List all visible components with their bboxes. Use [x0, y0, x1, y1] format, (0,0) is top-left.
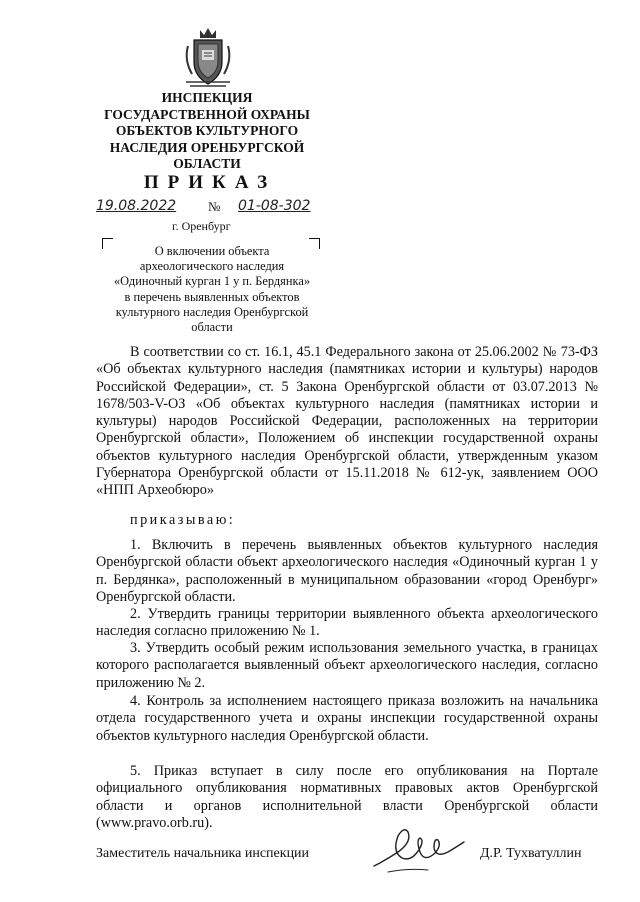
orders-word: приказываю: — [130, 512, 236, 528]
authority-line: НАСЛЕДИЯ ОРЕНБУРГСКОЙ — [109, 139, 305, 155]
order-item-2: 2. Утвердить границы территории выявленного объекта археологического наследия согласно приложению № 1. — [96, 606, 598, 640]
preamble-paragraph: В соответствии со ст. 16.1, 45.1 Федерального закона от 25.06.2002 № 73-ФЗ «Об объектах культурного наследия (памятниках истории и культуры) народов Российской Федерации», ст. 5 Закона Оренбургской области от 03.07.2013 № 1678/503-V-ОЗ «Об объектах культурного наследия (памятниках истории и культуры) народов Российской Федерации, расположенных на территории Оренбургской области», Положением об инспекции государственной охраны объектов культурного наследия Оренбургской области, утвержденным указом Губернатора Оренбургской области от 15.11.2018 № 612-ук, заявлением ООО «НПП Археобюро» — [96, 344, 598, 499]
order-date: 19.08.2022 — [96, 198, 177, 214]
order-item-3: 3. Утвердить особый режим использования земельного участка, в границах которого располагается выявленный объект археологического наследия, согласно приложению № 2. — [96, 640, 598, 691]
subject-line: культурного наследия Оренбургской — [115, 304, 309, 319]
subject-text — [106, 244, 318, 335]
issuing-authority — [96, 90, 318, 173]
number-sign: № — [208, 199, 221, 214]
authority-line: ОБЪЕКТОВ КУЛЬТУРНОГО — [115, 123, 299, 138]
subject-line: «Одиночный курган 1 у п. Бердянка» — [113, 274, 311, 289]
signer-name: Д.Р. Тухватуллин — [480, 846, 582, 861]
order-subject — [100, 238, 322, 335]
order-item-5: 5. Приказ вступает в силу после его опубликования на Портале официального опубликования нормативных правовых актов Оренбургской области и органов исполнительной власти Оренбургской области (www.pravo.orb.ru). — [96, 763, 598, 831]
authority-line: ОБЛАСТИ — [173, 156, 241, 171]
order-number: 01-08-302 — [238, 198, 311, 214]
document-type-title: ПРИКАЗ — [143, 172, 277, 193]
authority-line: ГОСУДАРСТВЕННОЙ ОХРАНЫ — [104, 106, 310, 122]
handwritten-signature-icon — [368, 822, 468, 878]
authority-line: ИНСПЕКЦИЯ — [161, 90, 253, 105]
signer-position: Заместитель начальника инспекции — [96, 846, 310, 861]
subject-line: области — [191, 320, 233, 335]
order-item-1: 1. Включить в перечень выявленных объектов культурного наследия Оренбургской области объект археологического наследия «Одиночный курган 1 у п. Бердянка», расположенный в муниципальном образовании «город Оренбург» Оренбургской области. — [96, 537, 598, 605]
order-item-4: 4. Контроль за исполнением настоящего приказа возложить на начальника отдела государственного учета и охраны инспекции государственной охраны объектов культурного наследия Оренбургской области. — [96, 693, 598, 744]
coat-of-arms-icon — [180, 26, 236, 90]
subject-line: археологического наследия — [139, 259, 285, 274]
subject-line: в перечень выявленных объектов — [124, 289, 300, 304]
city-label: г. Оренбург — [172, 219, 231, 233]
subject-line: О включении объекта — [154, 244, 270, 258]
date-number-line — [96, 198, 346, 218]
